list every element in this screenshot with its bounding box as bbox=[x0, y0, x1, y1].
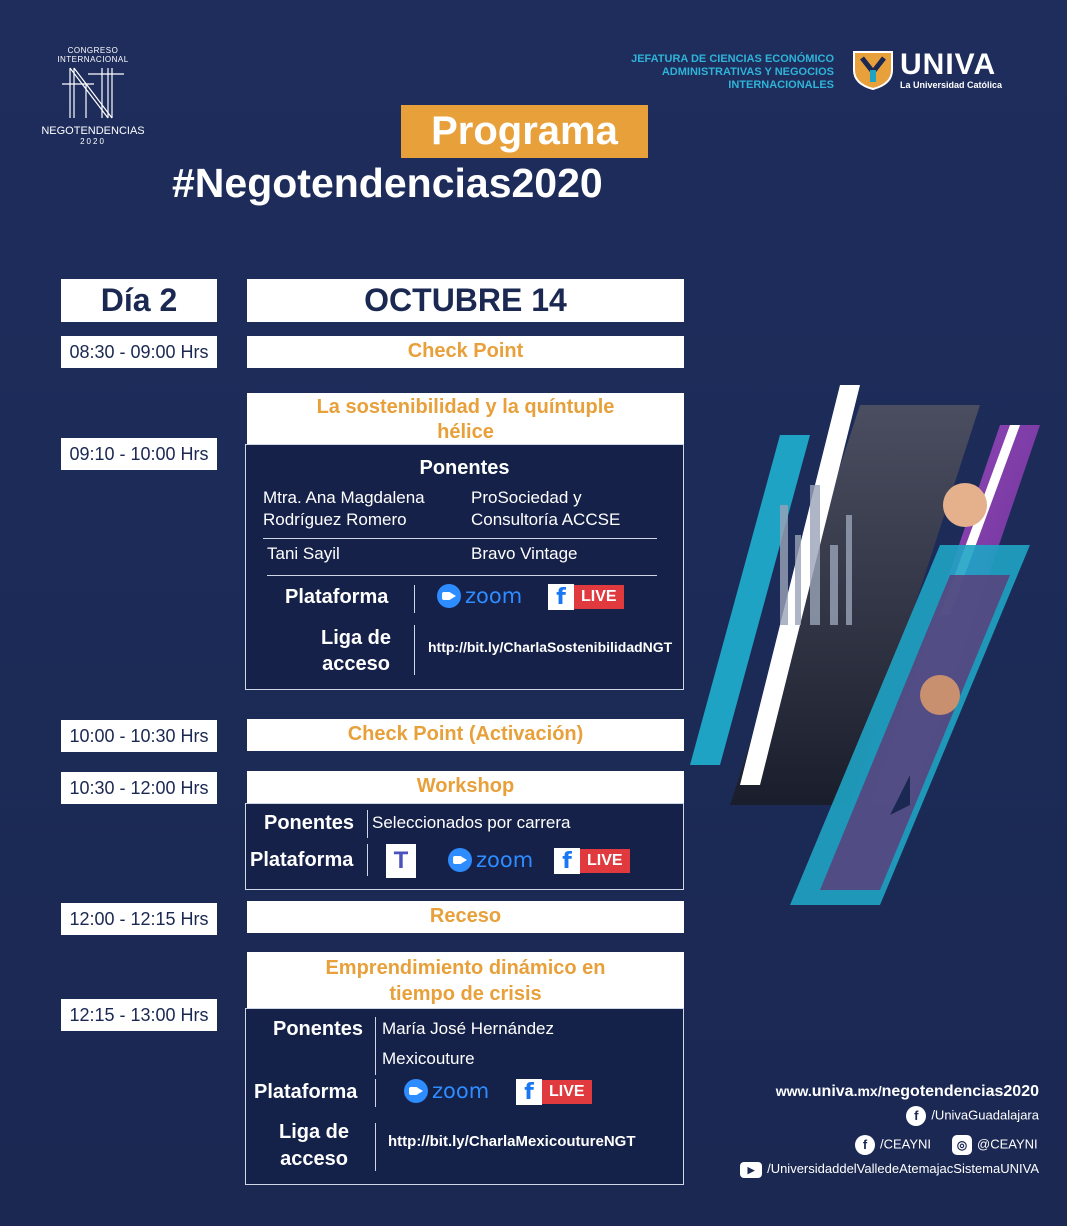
divider bbox=[367, 810, 368, 838]
speaker1-name-line2: Rodríguez Romero bbox=[263, 510, 407, 529]
url-end: negotendencias2020 bbox=[881, 1083, 1039, 1100]
logo-name: NEGOTENDENCIAS bbox=[41, 125, 145, 137]
youtube-icon: ▶ bbox=[740, 1162, 762, 1178]
teams-icon: T bbox=[386, 844, 416, 878]
slot6-title bbox=[247, 952, 684, 1008]
zoom-logo[interactable] bbox=[448, 848, 533, 872]
slot4-speakers-label: Ponentes bbox=[264, 812, 355, 834]
slot3-title: Check Point (Activación) bbox=[247, 719, 684, 751]
day-label: Día 2 bbox=[61, 279, 217, 322]
access-label-line1: Liga de bbox=[320, 627, 391, 649]
slot2-speaker2-org: Bravo Vintage bbox=[471, 544, 578, 563]
website-url[interactable] bbox=[740, 1083, 1039, 1101]
slot5-time: 12:00 - 12:15 Hrs bbox=[61, 903, 217, 935]
divider bbox=[375, 1079, 376, 1107]
slot2-access-label bbox=[288, 625, 424, 677]
slot6-details bbox=[245, 1008, 684, 1185]
access-label-line2: acceso bbox=[280, 1148, 348, 1170]
yt-label: /UniversidaddelValledeAtemajacSistemaUNIVA bbox=[767, 1161, 1039, 1176]
zoom-label: zoom bbox=[476, 848, 534, 872]
instagram-link[interactable] bbox=[952, 1135, 1038, 1155]
live-badge: LIVE bbox=[574, 585, 624, 609]
logo-line2: INTERNACIONAL bbox=[57, 55, 129, 64]
access-label-line2: acceso bbox=[322, 653, 390, 675]
slot6-link[interactable]: http://bit.ly/CharlaMexicoutureNGT bbox=[388, 1133, 636, 1150]
youtube-link[interactable] bbox=[734, 1161, 1039, 1178]
speaker1-name-line1: Mtra. Ana Magdalena bbox=[263, 488, 425, 507]
slot4-details bbox=[245, 803, 684, 890]
url-prefix: www. bbox=[775, 1083, 812, 1099]
divider bbox=[375, 1017, 376, 1075]
facebook-live-logo[interactable] bbox=[554, 848, 630, 874]
slot6-speaker-name: María José Hernández bbox=[382, 1019, 554, 1038]
live-badge: LIVE bbox=[542, 1080, 592, 1104]
zoom-label: zoom bbox=[432, 1079, 490, 1103]
slot1-title: Check Point bbox=[247, 336, 684, 368]
fb1-label: /UnivaGuadalajara bbox=[931, 1107, 1039, 1123]
facebook-link-univa[interactable] bbox=[880, 1106, 1039, 1126]
slot6-access-label bbox=[252, 1119, 376, 1173]
congress-logo bbox=[38, 46, 148, 146]
fb2-label: /CEAYNI bbox=[880, 1136, 932, 1152]
speaker1-org-line1: ProSociedad y bbox=[471, 488, 582, 507]
slot1-time: 08:30 - 09:00 Hrs bbox=[61, 336, 217, 368]
divider bbox=[267, 575, 657, 576]
univa-tagline: La Universidad Católica bbox=[900, 80, 1003, 90]
department-name bbox=[590, 53, 834, 92]
negotendencias-emblem-icon bbox=[58, 64, 128, 120]
slot6-time: 12:15 - 13:00 Hrs bbox=[61, 999, 217, 1031]
slot4-time: 10:30 - 12:00 Hrs bbox=[61, 772, 217, 804]
slot2-details bbox=[245, 444, 684, 690]
access-label-line1: Liga de bbox=[278, 1121, 349, 1143]
zoom-icon bbox=[404, 1079, 428, 1103]
program-title: Programa bbox=[401, 105, 648, 158]
logo-year: 2020 bbox=[80, 137, 106, 146]
dept-line2: ADMINISTRATIVAS Y NEGOCIOS bbox=[661, 66, 834, 78]
slot2-speaker2-name: Tani Sayil bbox=[267, 544, 340, 563]
dept-line1: JEFATURA DE CIENCIAS ECONÓMICO bbox=[631, 53, 834, 65]
univa-name: UNIVA bbox=[900, 48, 997, 81]
facebook-live-logo[interactable] bbox=[548, 584, 624, 610]
hashtag-title: #Negotendencias2020 bbox=[172, 160, 603, 206]
slot5-title: Receso bbox=[247, 901, 684, 933]
slot6-title-line2: tiempo de crisis bbox=[389, 983, 542, 1005]
ig-label: @CEAYNI bbox=[977, 1136, 1038, 1152]
slot4-platform-label: Plataforma bbox=[250, 849, 354, 871]
slot4-title: Workshop bbox=[247, 771, 684, 803]
slot2-title bbox=[247, 393, 684, 444]
speaker1-org-line2: Consultoría ACCSE bbox=[471, 510, 621, 529]
zoom-icon bbox=[437, 584, 461, 608]
slot2-title-line2: hélice bbox=[437, 421, 494, 443]
dept-line3: INTERNACIONALES bbox=[728, 79, 834, 91]
slot2-title-line1: La sostenibilidad y la quíntuple bbox=[316, 396, 615, 418]
slot6-platform-label: Plataforma bbox=[254, 1081, 358, 1103]
slot3-time: 10:00 - 10:30 Hrs bbox=[61, 720, 217, 752]
facebook-icon: f bbox=[906, 1106, 926, 1126]
facebook-link-ceayni[interactable] bbox=[855, 1135, 931, 1155]
slot2-speakers-label: Ponentes bbox=[419, 457, 510, 479]
zoom-label: zoom bbox=[465, 584, 523, 608]
facebook-icon: f bbox=[554, 848, 580, 874]
slot2-time: 09:10 - 10:00 Hrs bbox=[61, 438, 217, 470]
teams-logo[interactable] bbox=[386, 844, 416, 878]
facebook-icon: f bbox=[548, 584, 574, 610]
day-date: OCTUBRE 14 bbox=[247, 279, 684, 322]
divider bbox=[375, 1123, 376, 1171]
slot6-speaker-org: Mexicouture bbox=[382, 1049, 475, 1068]
univa-shield-icon bbox=[852, 48, 894, 90]
divider bbox=[263, 538, 657, 539]
slot4-speakers: Seleccionados por carrera bbox=[372, 813, 571, 832]
divider bbox=[367, 844, 368, 876]
slot2-speaker1-org bbox=[471, 487, 620, 531]
logo-line1: CONGRESO bbox=[67, 46, 119, 55]
zoom-icon bbox=[448, 848, 472, 872]
facebook-live-logo[interactable] bbox=[516, 1079, 592, 1105]
live-badge: LIVE bbox=[580, 849, 630, 873]
slot6-title-line1: Emprendimiento dinámico en bbox=[325, 957, 606, 979]
facebook-icon: f bbox=[516, 1079, 542, 1105]
slot2-speaker1-name bbox=[263, 487, 425, 531]
slot6-speakers-label: Ponentes bbox=[273, 1018, 364, 1040]
divider bbox=[414, 585, 415, 613]
zoom-logo[interactable] bbox=[404, 1079, 489, 1103]
instagram-icon: ◎ bbox=[952, 1135, 972, 1155]
url-bold: univa bbox=[811, 1083, 854, 1100]
facebook-icon: f bbox=[855, 1135, 875, 1155]
url-mid: .mx/ bbox=[853, 1083, 882, 1099]
slot2-platform-label: Plataforma bbox=[285, 586, 389, 608]
zoom-logo[interactable] bbox=[437, 584, 522, 608]
divider bbox=[414, 625, 415, 675]
slot2-link[interactable]: http://bit.ly/CharlaSostenibilidadNGT bbox=[428, 639, 673, 655]
